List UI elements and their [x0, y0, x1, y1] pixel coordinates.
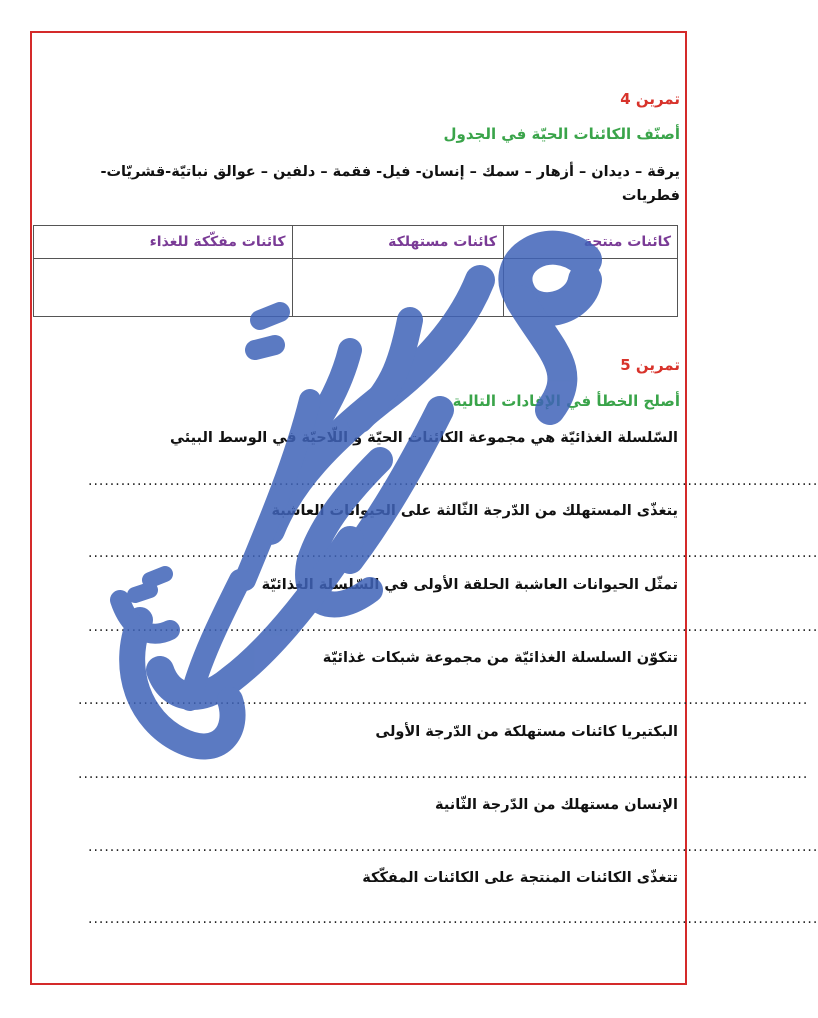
answer-line-2[interactable]: ...................................................................................................................................... [88, 545, 818, 561]
answer-line-4[interactable]: ...................................................................................................................................... [78, 692, 809, 708]
header-consumers: كائنات مستهلكة [292, 226, 503, 259]
organisms-word-list: يرقة – ديدان – أزهار – سمك – إنسان- فيل- فقمة – دلفين – عوالق نباتيّة-قشريّات- فطريات [100, 164, 680, 204]
exercise-5-title: تمرين 5 [620, 356, 680, 374]
statement-7: تتغذّى الكائنات المنتجة على الكائنات المفكّكة [362, 870, 678, 886]
answer-line-7[interactable]: ...................................................................................................................................... [88, 911, 818, 927]
cell-consumers[interactable] [292, 259, 503, 317]
answer-line-3[interactable]: ...................................................................................................................................... [88, 619, 818, 635]
statement-3: تمثّل الحيوانات العاشبة الحلقة الأولى في السّلسلة الغذائيّة [261, 577, 678, 593]
answer-line-5[interactable]: ...................................................................................................................................... [78, 766, 809, 782]
exercise-5-instruction: أصلح الخطأ في الإفادات التالية [452, 392, 680, 410]
header-decomposers: كائنات مفكّكة للغذاء [34, 226, 293, 259]
answer-line-1[interactable]: ...................................................................................................................................... [88, 473, 818, 489]
header-producers: كائنات منتجة [503, 226, 677, 259]
cell-producers[interactable] [503, 259, 677, 317]
cell-decomposers[interactable] [34, 259, 293, 317]
exercise-4-instruction: أصنّف الكائنات الحيّة في الجدول [443, 125, 680, 143]
exercise-4-title: تمرين 4 [620, 90, 680, 108]
statement-5: البكتيريا كائنات مستهلكة من الدّرجة الأولى [375, 724, 678, 740]
statement-1: السّلسلة الغذائيّة هي مجموعة الكائنات الحيّة و اللّاحيّة في الوسط البيئي [170, 430, 678, 446]
answer-line-6[interactable]: ...................................................................................................................................... [88, 839, 818, 855]
classification-table [33, 225, 678, 317]
statement-4: تتكوّن السلسلة الغذائيّة من مجموعة شبكات غذائيّة [322, 650, 678, 666]
statement-6: الإنسان مستهلك من الدّرجة الثّانية [435, 797, 678, 813]
statement-2: يتغذّى المستهلك من الدّرجة الثّالثة على الحيوانات العاشبة [271, 503, 678, 519]
